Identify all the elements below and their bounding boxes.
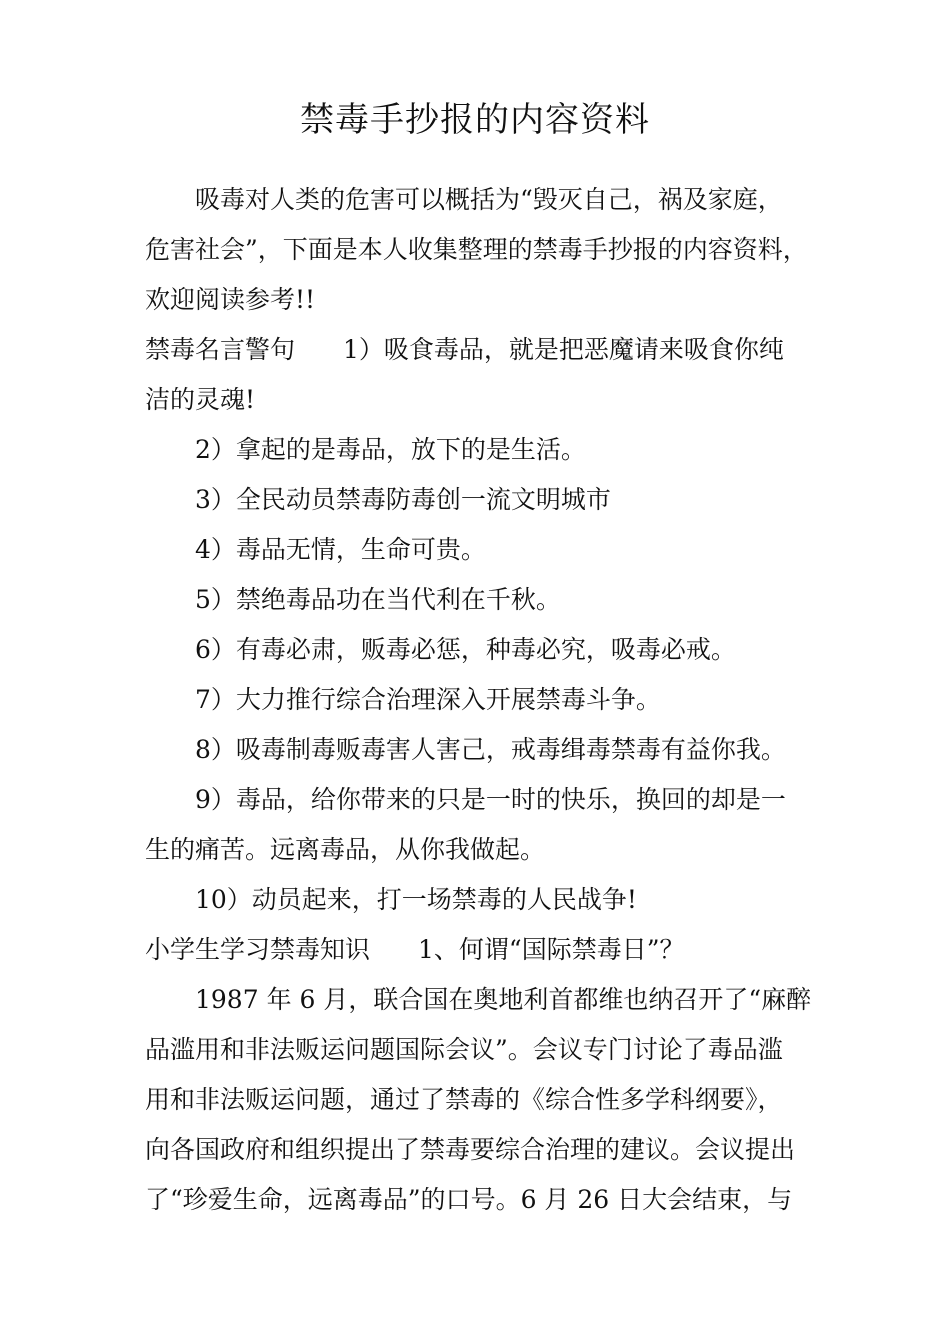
quote-item-10: 10）动员起来，打一场禁毒的人民战争! xyxy=(195,885,637,914)
section2-paragraph-line-5: 了“珍爱生命，远离毒品”的口号。6 月 26 日大会结束，与 xyxy=(145,1185,793,1214)
quote-item-8: 8）吸毒制毒贩毒害人害己，戒毒缉毒禁毒有益你我。 xyxy=(195,735,786,764)
intro-line-3: 欢迎阅读参考!! xyxy=(145,285,316,314)
section1-heading: 禁毒名言警句 xyxy=(145,335,296,364)
intro-line-1: 吸毒对人类的危害可以概括为“毁灭自己，祸及家庭， xyxy=(195,185,783,214)
quote-item-9-continued: 生的痛苦。远离毒品，从你我做起。 xyxy=(145,835,546,864)
document-title: 禁毒手抄报的内容资料 xyxy=(300,100,650,140)
quote-item-1: 1）吸食毒品，就是把恶魔请来吸食你纯 xyxy=(343,335,784,364)
section2-paragraph-line-3: 用和非法贩运问题，通过了禁毒的《综合性多学科纲要》， xyxy=(145,1085,783,1114)
section1-heading-line xyxy=(145,332,784,368)
quote-item-5: 5）禁绝毒品功在当代利在千秋。 xyxy=(195,585,561,614)
quote-item-7: 7）大力推行综合治理深入开展禁毒斗争。 xyxy=(195,685,661,714)
quote-item-6: 6）有毒必肃，贩毒必惩，种毒必究，吸毒必戒。 xyxy=(195,635,736,664)
quote-item-1-continued: 洁的灵魂! xyxy=(145,385,256,414)
section2-heading: 小学生学习禁毒知识 xyxy=(145,935,371,964)
section2-heading-line xyxy=(145,932,684,968)
section2-paragraph-line-4: 向各国政府和组织提出了禁毒要综合治理的建议。会议提出 xyxy=(145,1135,796,1164)
intro-line-2: 危害社会”，下面是本人收集整理的禁毒手抄报的内容资料， xyxy=(145,235,808,264)
quote-item-9: 9）毒品，给你带来的只是一时的快乐，换回的却是一 xyxy=(195,785,786,814)
section2-paragraph-line-1: 1987 年 6 月，联合国在奥地利首都维也纳召开了“麻醉 xyxy=(195,985,812,1014)
quote-item-3: 3）全民动员禁毒防毒创一流文明城市 xyxy=(195,485,611,514)
quote-item-2: 2）拿起的是毒品，放下的是生活。 xyxy=(195,435,586,464)
quote-item-4: 4）毒品无情，生命可贵。 xyxy=(195,535,486,564)
section2-question: 1、何谓“国际禁毒日”？ xyxy=(418,935,685,964)
section2-paragraph-line-2: 品滥用和非法贩运问题国际会议”。会议专门讨论了毒品滥 xyxy=(145,1035,783,1064)
